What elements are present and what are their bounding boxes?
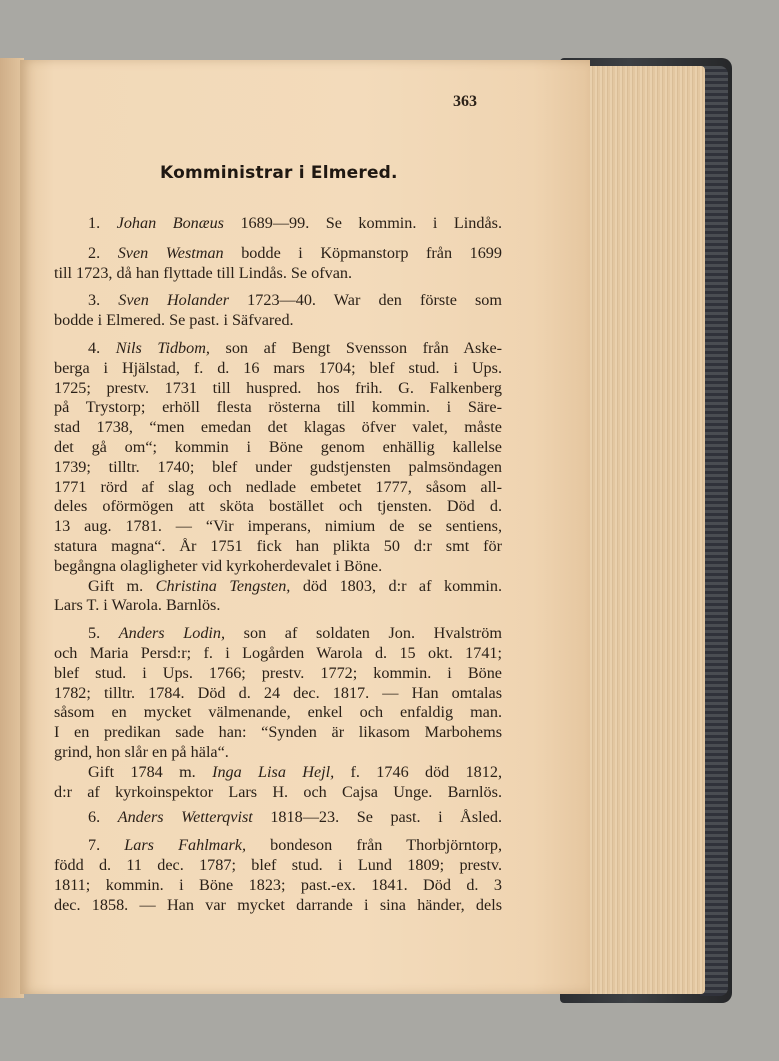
text-line <box>54 684 502 704</box>
entry-6 <box>54 808 502 828</box>
text-line <box>54 244 502 264</box>
text-span: 2. <box>88 243 118 262</box>
text-span: död 1803, d:r af kommin. <box>290 576 502 595</box>
text-span: född d. 11 dec. 1787; blef stud. i Lund 1809; prestv. <box>54 855 502 874</box>
text-span: 1725; prestv. 1731 till huspred. hos frih. G. Falkenberg <box>54 378 502 397</box>
text-span: Lars T. i Warola. Barnlös. <box>54 596 221 615</box>
text-span: såsom en mycket välmenande, enkel och enfaldig man. <box>54 703 502 722</box>
text-span: 6. <box>88 808 118 827</box>
entry-3 <box>54 291 502 331</box>
text-span: 1771 rörd af slag och nedlade embetet 1777, såsom all- <box>54 477 502 496</box>
text-span: 3. <box>88 291 119 310</box>
entry-7 <box>54 836 502 915</box>
text-span: 1739; tilltr. 1740; blef under gudstjensten palmsöndagen <box>54 457 502 476</box>
text-span: 13 aug. 1781. — “Vir imperans, nimium de se sentiens, <box>54 517 502 536</box>
page-number: 363 <box>453 93 477 110</box>
text-line <box>54 458 502 478</box>
page-title: Komministrar i Elmered. <box>160 163 398 183</box>
text-line <box>54 478 502 498</box>
person-name: Anders Lodin, <box>118 624 226 643</box>
text-line <box>54 763 502 783</box>
text-span: 1818—23. Se past. i Åsled. <box>252 808 502 827</box>
text-span: bodde i Köpmanstorp från 1699 <box>223 243 502 262</box>
text-line <box>54 517 502 537</box>
person-name: Anders Wetterqvist <box>117 808 253 827</box>
text-line <box>54 596 502 616</box>
text-line <box>54 311 502 331</box>
text-span: berga i Hjälstad, f. d. 16 mars 1704; blef stud. i Ups. <box>54 358 502 377</box>
text-line <box>54 379 502 399</box>
entry-2 <box>54 244 502 284</box>
text-line <box>54 876 502 896</box>
text-span: 1811; kommin. i Böne 1823; past.-ex. 1841. Död d. 3 <box>54 875 502 894</box>
person-name: Sven Westman <box>117 243 224 262</box>
text-span: son af Bengt Svensson från Aske- <box>209 338 503 357</box>
text-line <box>54 339 502 359</box>
text-span: Gift 1784 m. <box>88 762 213 781</box>
text-line <box>54 644 502 664</box>
text-span: stad 1738, “men emedan det klagas öfver valet, måste <box>54 418 502 437</box>
person-name: Christina Tengsten, <box>155 576 291 595</box>
text-line <box>54 359 502 379</box>
text-span: 1689—99. Se kommin. i Lindås. <box>223 214 503 232</box>
text-span: 1. <box>88 214 117 232</box>
text-line <box>54 624 502 644</box>
text-line <box>54 664 502 684</box>
text-line <box>54 743 502 763</box>
entry-1 <box>54 214 502 234</box>
text-span: 1723—40. War den förste som <box>229 291 502 310</box>
text-span: blef stud. i Ups. 1766; prestv. 1772; kommin. i Böne <box>54 663 502 682</box>
text-line <box>54 438 502 458</box>
text-line <box>54 418 502 438</box>
text-span: I en predikan sade han: “Synden är likasom Marbohems <box>54 723 502 742</box>
text-span: till 1723, då han flyttade till Lindås. Se ofvan. <box>54 263 353 282</box>
page-body-text <box>54 206 502 915</box>
text-line <box>54 723 502 743</box>
text-span: 5. <box>88 624 119 643</box>
text-span: 4. <box>88 338 116 357</box>
page-stack-edge <box>575 66 705 994</box>
text-line <box>54 703 502 723</box>
person-name: Lars Fahlmark, <box>124 836 247 855</box>
text-line <box>54 214 502 234</box>
text-span: det gå om“; kommin i Böne genom enhällig kallelse <box>54 437 502 456</box>
text-line <box>54 497 502 517</box>
entry-4 <box>54 339 502 616</box>
text-line <box>54 264 502 284</box>
text-span: och Maria Persd:r; f. i Logården Warola d. 15 okt. 1741; <box>54 643 502 662</box>
text-span: deles oförmögen att sköta bostället och tjensten. Död d. <box>54 497 502 516</box>
text-span: statura magna“. År 1751 fick han plikta 50 d:r smt för <box>54 536 502 555</box>
text-span: Gift m. <box>88 576 156 595</box>
person-name: Inga Lisa Hejl, <box>212 762 335 781</box>
text-line <box>54 398 502 418</box>
person-name: Sven Holander <box>118 291 230 310</box>
person-name: Johan Bonæus <box>116 214 224 232</box>
text-line <box>54 537 502 557</box>
text-span: 7. <box>88 836 125 855</box>
text-span: d:r af kyrkoinspektor Lars H. och Cajsa Unge. Barnlös. <box>54 782 502 801</box>
text-span: på Trystorp; erhöll flesta rösterna till kommin. i Säre- <box>54 398 502 417</box>
text-line <box>54 557 502 577</box>
text-span: f. 1746 död 1812, <box>334 762 503 781</box>
text-span: bondeson från Thorbjörntorp, <box>246 836 502 855</box>
text-line <box>54 808 502 828</box>
text-span: son af soldaten Jon. Hvalström <box>225 624 502 643</box>
text-line <box>54 836 502 856</box>
text-span: grind, hon slår en på häla“. <box>54 742 229 761</box>
text-span: begångna olagligheter vid kyrkoherdevalet i Böne. <box>54 556 383 575</box>
person-name: Nils Tidbom, <box>115 338 210 357</box>
text-line <box>54 291 502 311</box>
text-span: 1782; tilltr. 1784. Död d. 24 dec. 1817. — Han omtalas <box>54 683 502 702</box>
entry-5 <box>54 624 502 802</box>
text-span: dec. 1858. — Han var mycket darrande i sina händer, dels <box>54 895 502 914</box>
text-line <box>54 856 502 876</box>
text-line <box>54 896 502 916</box>
text-line <box>54 577 502 597</box>
text-span: bodde i Elmered. Se past. i Säfvared. <box>54 311 294 330</box>
text-line <box>54 783 502 803</box>
